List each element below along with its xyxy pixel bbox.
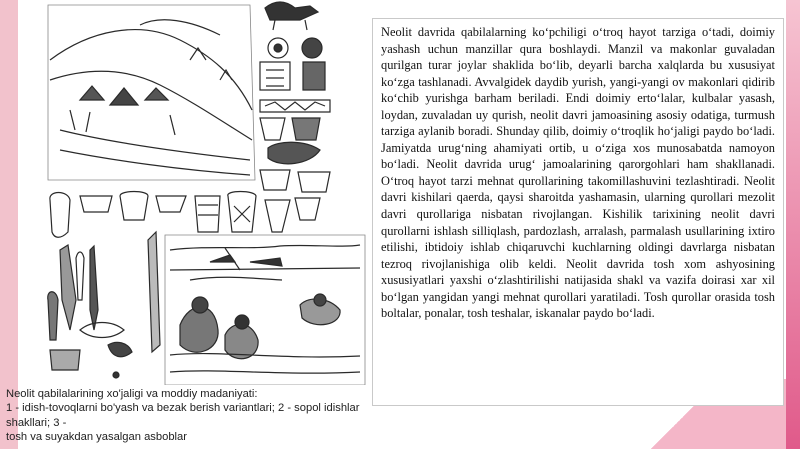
pottery-vessels bbox=[50, 192, 320, 238]
caption-line-3: shakllari; 3 - bbox=[6, 416, 67, 429]
main-text-paragraph: Neolit davrida qabilalarning ko‘pchiligi o‘troq hayot tarziga o‘tadi, doimiy yashash uchun manzillar qura boshlaydi. Manzil va makonlar guvaladan qurilgan turar joylar shaklida bo‘lib, deyarli barcha xalqlarda bu xususiyat ko‘zga tashlanadi. Avvalgidek daydib yurish, yangi-yangi ov makonlari qidirib ko‘chib yurishga barham beriladi. Endi doimiy erto‘lalar, kulbalar yasash, loydan, zuvaladan uy qurish, neolit davri jamoasining asosiy odatiga, turmush tarziga aylanib boradi. Shunday qilib, doimiy o‘troqlik ho‘jaligi paydo bo‘ladi. Jamiyatda urug‘ning ahamiyati ortib, u o‘ziga xos munosabatda namoyon bo‘ladi. Neolit davrida urug‘ jamoalarining qarorgohlari ham shakllanadi. O‘troq hayot tarzi mehnat qurollarining takomillashuvini tezlashtiradi. Neolit davri kishilari qaerda, qaysi sharoitda yashamasin, ularning qurollari mezolit davri qurollariga nisbatan rivojlangan. Kishilik tarixining neolit davri qurollarni ishlash silliqlash, pardozlash, arralash, parmalash usullarining ixtiro etilishi, ibtidoiy ishlab chiqaruvchi kuchlarning oldingi davrlarga nisbatan tezroq rivojlanishiga olib keldi. Neolit davrida tosh xom ashyosining xususiyatlari yaxshi o‘zlashtirilishi natijasida shakl va vazifa doirasi xar xil bo‘lgan yangidan yangi mehnat qurollari yaratiladi. Tosh qurollar orasida tosh boltalar, ponalar, tosh teshalar, iskanalar paydo bo‘ladi. bbox=[381, 25, 775, 321]
caption-line-2: 1 - idish-tovoqlarni bo'yash va bezak berish variantlari; 2 - sopol idishlar bbox=[6, 402, 360, 415]
stone-bone-tools bbox=[48, 232, 160, 378]
main-text-box bbox=[372, 18, 784, 406]
caption-line-4: tosh va suyakdan yasalgan asboblar bbox=[6, 430, 187, 443]
left-decor-band bbox=[0, 0, 18, 449]
ornament-motifs bbox=[260, 2, 330, 192]
lake-scene bbox=[165, 235, 365, 385]
right-decor-band bbox=[786, 0, 800, 449]
caption-line-1: Neolit qabilalarining xo'jaligi va moddiy madaniyati: bbox=[6, 388, 258, 400]
figure-caption bbox=[6, 387, 372, 449]
settlement-scene bbox=[48, 5, 255, 180]
neolithic-illustration-plate bbox=[20, 0, 370, 385]
